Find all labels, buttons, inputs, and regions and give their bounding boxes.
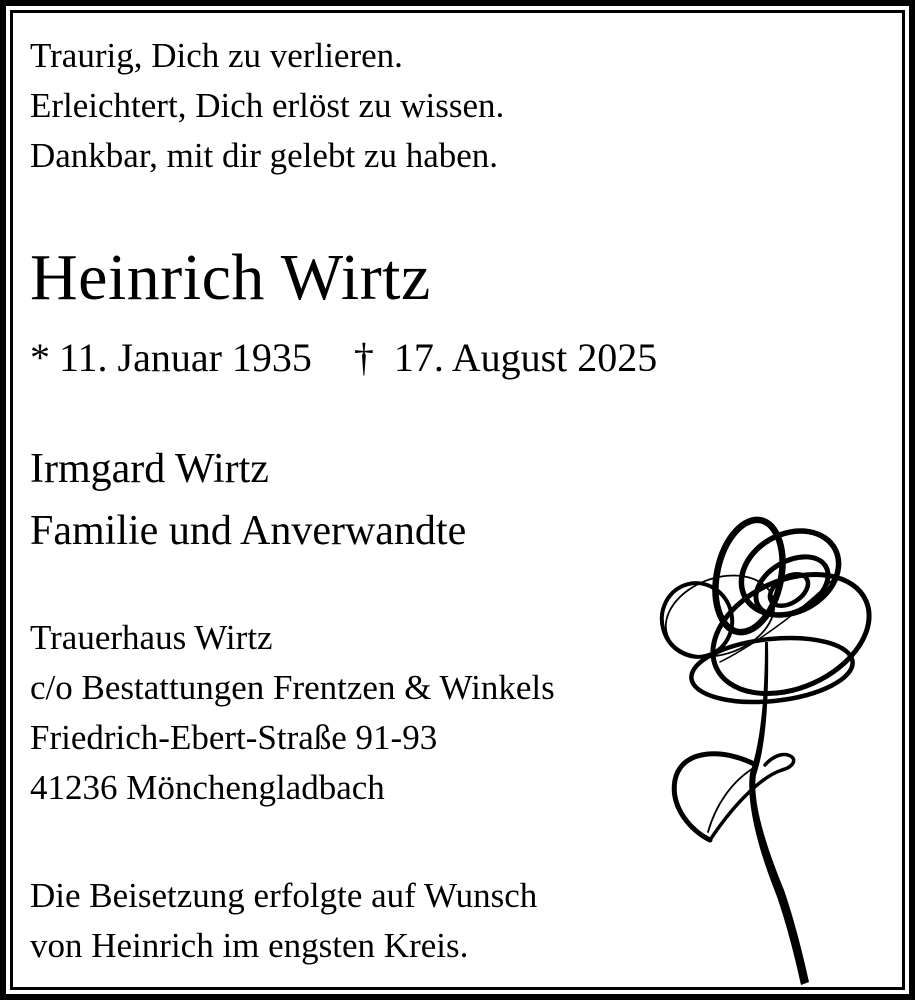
funeral-home-address [30, 613, 555, 813]
rose-illustration [600, 470, 915, 1000]
opening-line: Traurig, Dich zu verlieren. [30, 36, 403, 75]
life-dates [30, 335, 657, 381]
address-line: Trauerhaus Wirtz [30, 618, 273, 657]
death-cross-icon: † [353, 335, 374, 380]
address-line: c/o Bestattungen Frentzen & Winkels [30, 668, 555, 707]
death-date-group [354, 335, 657, 381]
closing-line: Die Beisetzung erfolgte auf Wunsch [30, 876, 538, 915]
death-date: 17. August 2025 [393, 335, 658, 380]
closing-line: von Heinrich im engsten Kreis. [30, 926, 469, 965]
rose-leaf [674, 754, 793, 840]
opening-line: Dankbar, mit dir gelebt zu haben. [30, 136, 499, 175]
birth-date-group [30, 335, 312, 381]
opening-line: Erleichtert, Dich erlöst zu wissen. [30, 86, 505, 125]
mourner-line: Familie und Anverwandte [30, 508, 467, 554]
address-line: Friedrich-Ebert-Straße 91-93 [30, 718, 438, 757]
birth-date: 11. Januar 1935 [59, 335, 312, 380]
rose-bloom [654, 514, 888, 717]
closing-note [30, 871, 537, 971]
mourners [30, 438, 466, 562]
rose-leaf-vein [708, 769, 752, 832]
opening-verse [30, 31, 504, 181]
deceased-name: Heinrich Wirtz [30, 241, 431, 314]
mourner-line: Irmgard Wirtz [30, 446, 269, 492]
birth-star-icon: * [30, 335, 50, 380]
address-line: 41236 Mönchengladbach [30, 768, 385, 807]
